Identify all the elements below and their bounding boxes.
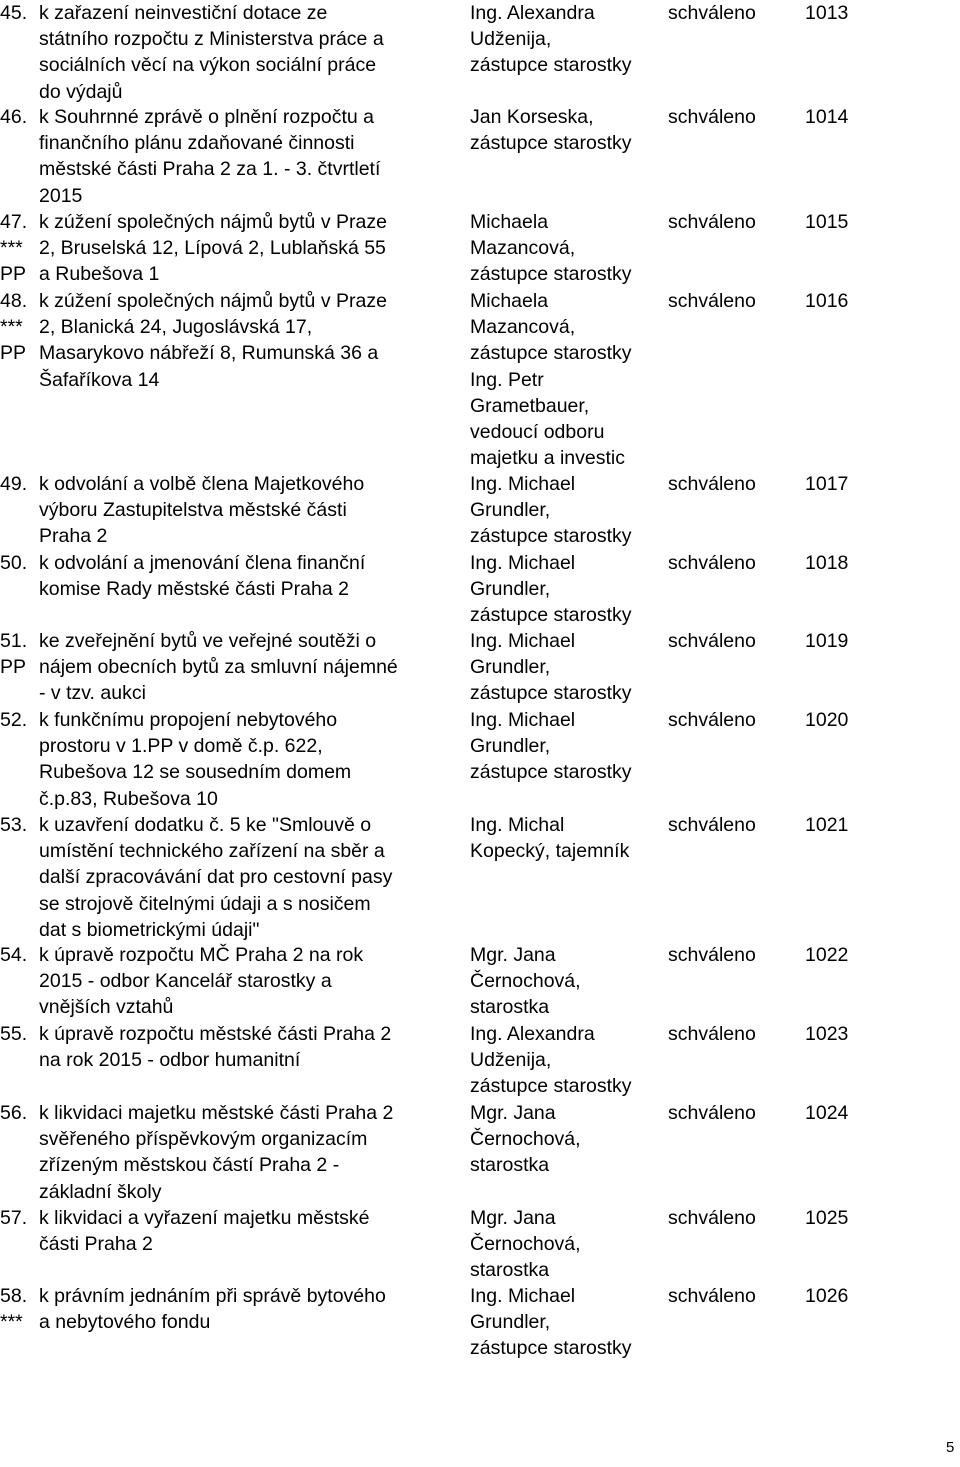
item-presenter (470, 1283, 670, 1362)
item-number-line: 49. (0, 473, 28, 495)
resolution-number: 1014 (805, 106, 849, 128)
item-presenter-line: Grundler, (470, 735, 551, 758)
item-result: schváleno (668, 2, 756, 24)
item-presenter-line: Ing. Michal (470, 814, 565, 836)
item-presenter-line: zástupce starostky (470, 342, 632, 365)
item-subject-line: do výdajů (39, 80, 123, 103)
item-presenter-line: zástupce starostky (470, 54, 632, 77)
resolution-number: 1021 (805, 814, 849, 836)
item-result: schváleno (668, 709, 756, 731)
item-number (0, 812, 40, 838)
item-presenter-line: Ing. Alexandra (470, 2, 595, 24)
item-presenter-line: Ing. Michael (470, 709, 576, 731)
item-presenter-line: zástupce starostky (470, 604, 632, 627)
item-subject-line: Masarykovo nábřeží 8, Rumunská 36 a (39, 342, 379, 365)
item-subject-line: na rok 2015 - odbor humanitní (39, 1049, 301, 1072)
item-result: schváleno (668, 290, 756, 312)
item-number-line: *** (0, 237, 23, 260)
item-subject-line: k zúžení společných nájmů bytů v Praze (39, 211, 387, 233)
item-subject-line: 2, Bruselská 12, Lípová 2, Lublaňská 55 (39, 237, 386, 260)
item-presenter (470, 1100, 670, 1179)
item-number-line: 55. (0, 1023, 28, 1045)
item-number-line: 50. (0, 552, 28, 574)
item-number (0, 707, 40, 733)
item-presenter-line: zástupce starostky (470, 1075, 632, 1098)
item-presenter (470, 942, 670, 1021)
item-subject (39, 288, 464, 393)
item-presenter-line: starostka (470, 996, 550, 1019)
item-number (0, 1283, 40, 1335)
item-presenter-line: Kopecký, tajemník (470, 840, 630, 863)
item-number (0, 942, 40, 968)
item-presenter-line: Ing. Petr (470, 368, 544, 391)
item-presenter-line: Mgr. Jana (470, 944, 556, 966)
item-presenter-line: starostka (470, 1154, 550, 1177)
item-number-line: PP (0, 656, 27, 679)
item-result: schváleno (668, 1102, 756, 1124)
item-subject-line: 2, Blanická 24, Jugoslávská 17, (39, 316, 313, 339)
item-presenter-line: Černochová, (470, 1128, 581, 1151)
item-number-line: 45. (0, 2, 28, 24)
item-subject (39, 1283, 464, 1335)
item-presenter-line: zástupce starostky (470, 132, 632, 155)
item-subject-line: zřízeným městskou částí Praha 2 - (39, 1154, 340, 1177)
item-subject-line: Šafaříkova 14 (39, 368, 160, 391)
item-presenter-line: Mgr. Jana (470, 1207, 556, 1229)
item-subject-line: finančního plánu zdaňované činnosti (39, 132, 355, 155)
item-subject-line: Rubešova 12 se sousedním domem (39, 761, 352, 784)
item-subject-line: svěřeného příspěvkovým organizacím (39, 1128, 368, 1151)
item-subject-line: základní školy (39, 1180, 162, 1203)
item-subject-line: k zařazení neinvestiční dotace ze (39, 2, 328, 24)
item-result: schváleno (668, 1285, 756, 1307)
item-result: schváleno (668, 944, 756, 966)
item-subject (39, 471, 464, 550)
item-presenter (470, 1205, 670, 1284)
item-presenter-line: vedoucí odboru (470, 421, 605, 444)
item-result: schváleno (668, 211, 756, 233)
item-presenter-line: Grundler, (470, 578, 551, 601)
item-subject (39, 0, 464, 105)
item-number (0, 550, 40, 576)
item-number-line: 46. (0, 106, 28, 128)
resolution-number: 1015 (805, 211, 849, 233)
item-presenter-line: Michaela (470, 211, 549, 233)
item-number-line: 53. (0, 814, 28, 836)
item-number (0, 288, 40, 367)
item-presenter (470, 0, 670, 79)
item-result: schváleno (668, 1023, 756, 1045)
item-result: schváleno (668, 552, 756, 574)
item-subject-line: č.p.83, Rubešova 10 (39, 787, 218, 810)
item-subject (39, 942, 464, 1021)
item-subject-line: k úpravě rozpočtu městské části Praha 2 (39, 1023, 392, 1045)
item-presenter-line: zástupce starostky (470, 761, 632, 784)
item-presenter-line: zástupce starostky (470, 263, 632, 286)
page-number: 5 (946, 1439, 955, 1456)
item-subject-line: 2015 (39, 184, 83, 207)
item-presenter-line: Michaela (470, 290, 549, 312)
item-number-line: 57. (0, 1207, 28, 1229)
item-subject-line: k likvidaci majetku městské části Praha 2 (39, 1102, 394, 1124)
item-number (0, 0, 40, 26)
item-presenter-line: Ing. Michael (470, 1285, 576, 1307)
item-presenter-line: Mazancová, (470, 316, 576, 339)
item-presenter-line: Mgr. Jana (470, 1102, 556, 1124)
item-result: schváleno (668, 1207, 756, 1229)
item-subject-line: městské části Praha 2 za 1. - 3. čtvrtletí (39, 158, 381, 181)
item-result: schváleno (668, 106, 756, 128)
item-presenter-line: zástupce starostky (470, 525, 632, 548)
item-subject-line: a Rubešova 1 (39, 263, 160, 286)
item-number-line: 52. (0, 709, 28, 731)
item-subject-line: státního rozpočtu z Ministerstva práce a (39, 28, 384, 51)
item-subject (39, 812, 464, 943)
item-subject-line: k úpravě rozpočtu MČ Praha 2 na rok (39, 944, 364, 966)
item-subject (39, 1021, 464, 1073)
item-subject-line: Praha 2 (39, 525, 108, 548)
item-number (0, 1021, 40, 1047)
resolution-number: 1023 (805, 1023, 849, 1045)
item-subject (39, 209, 464, 288)
item-result: schváleno (668, 630, 756, 652)
item-presenter-line: Mazancová, (470, 237, 576, 260)
item-subject-line: vnějších vztahů (39, 996, 174, 1019)
item-subject-line: sociálních věcí na výkon sociální práce (39, 54, 377, 77)
item-subject-line: prostoru v 1.PP v domě č.p. 622, (39, 735, 323, 758)
resolution-number: 1022 (805, 944, 849, 966)
item-presenter (470, 812, 670, 864)
item-number-line: *** (0, 1311, 23, 1334)
item-presenter-line: majetku a investic (470, 447, 625, 470)
item-presenter-line: Jan Korseska, (470, 106, 594, 128)
item-number (0, 1100, 40, 1126)
item-number-line: 51. (0, 630, 28, 652)
item-number-line: PP (0, 342, 27, 365)
item-number (0, 471, 40, 497)
item-number (0, 104, 40, 130)
item-subject-line: - v tzv. aukci (39, 682, 146, 705)
resolution-number: 1019 (805, 630, 849, 652)
item-number (0, 628, 40, 680)
resolution-number: 1024 (805, 1102, 849, 1124)
item-subject (39, 628, 464, 707)
item-presenter (470, 288, 670, 471)
item-number-line: 56. (0, 1102, 28, 1124)
resolution-number: 1018 (805, 552, 849, 574)
item-number (0, 1205, 40, 1231)
item-subject-line: k odvolání a jmenování člena finanční (39, 552, 366, 574)
item-presenter-line: Ing. Alexandra (470, 1023, 595, 1045)
item-presenter-line: zástupce starostky (470, 682, 632, 705)
item-subject-line: k uzavření dodatku č. 5 ke "Smlouvě o (39, 814, 372, 836)
item-presenter (470, 1021, 670, 1100)
item-subject-line: se strojově čitelnými údaji a s nosičem (39, 892, 371, 915)
item-subject-line: k odvolání a volbě člena Majetkového (39, 473, 365, 495)
resolution-number: 1016 (805, 290, 849, 312)
item-subject-line: další zpracovávání dat pro cestovní pasy (39, 866, 393, 889)
item-number-line: 47. (0, 211, 28, 233)
item-presenter-line: Grundler, (470, 499, 551, 522)
item-presenter-line: Černochová, (470, 1233, 581, 1256)
item-presenter-line: Ing. Michael (470, 473, 576, 495)
item-result: schváleno (668, 814, 756, 836)
item-subject-line: k likvidaci a vyřazení majetku městské (39, 1207, 370, 1229)
item-presenter (470, 628, 670, 707)
item-number-line: *** (0, 316, 23, 339)
item-presenter (470, 471, 670, 550)
item-subject-line: k funkčnímu propojení nebytového (39, 709, 338, 731)
item-presenter-line: starostka (470, 1259, 550, 1282)
item-presenter (470, 550, 670, 629)
item-subject-line: k právním jednáním při správě bytového (39, 1285, 386, 1307)
resolution-number: 1020 (805, 709, 849, 731)
resolution-number: 1017 (805, 473, 849, 495)
item-presenter-line: zástupce starostky (470, 1337, 632, 1360)
item-presenter-line: Ing. Michael (470, 630, 576, 652)
item-presenter-line: Grundler, (470, 656, 551, 679)
item-presenter (470, 209, 670, 288)
resolution-number: 1026 (805, 1285, 849, 1307)
item-number-line: 48. (0, 290, 28, 312)
item-presenter (470, 707, 670, 786)
item-presenter (470, 104, 670, 156)
item-subject-line: nájem obecních bytů za smluvní nájemné (39, 656, 398, 679)
item-subject (39, 1205, 464, 1257)
item-subject-line: a nebytového fondu (39, 1311, 211, 1334)
item-presenter-line: Grundler, (470, 1311, 551, 1334)
item-subject-line: části Praha 2 (39, 1233, 153, 1256)
item-number-line: 54. (0, 944, 28, 966)
item-result: schváleno (668, 473, 756, 495)
item-subject-line: k Souhrnné zprávě o plnění rozpočtu a (39, 106, 374, 128)
item-subject (39, 1100, 464, 1205)
item-presenter-line: Černochová, (470, 970, 581, 993)
item-number-line: 58. (0, 1285, 28, 1307)
item-subject-line: 2015 - odbor Kancelář starostky a (39, 970, 332, 993)
item-subject-line: komise Rady městské části Praha 2 (39, 578, 349, 601)
item-presenter-line: Udženija, (470, 28, 552, 51)
item-subject-line: dat s biometrickými údaji" (39, 918, 260, 941)
resolution-number: 1025 (805, 1207, 849, 1229)
item-number (0, 209, 40, 288)
item-subject-line: ke zveřejnění bytů ve veřejné soutěži o (39, 630, 377, 652)
item-number-line: PP (0, 263, 27, 286)
resolution-number: 1013 (805, 2, 849, 24)
item-presenter-line: Ing. Michael (470, 552, 576, 574)
item-subject (39, 550, 464, 602)
item-subject (39, 707, 464, 812)
item-subject-line: umístění technického zařízení na sběr a (39, 840, 385, 863)
item-subject-line: výboru Zastupitelstva městské části (39, 499, 347, 522)
item-presenter-line: Grametbauer, (470, 394, 590, 417)
item-subject-line: k zúžení společných nájmů bytů v Praze (39, 290, 387, 312)
item-presenter-line: Udženija, (470, 1049, 552, 1072)
item-subject (39, 104, 464, 209)
